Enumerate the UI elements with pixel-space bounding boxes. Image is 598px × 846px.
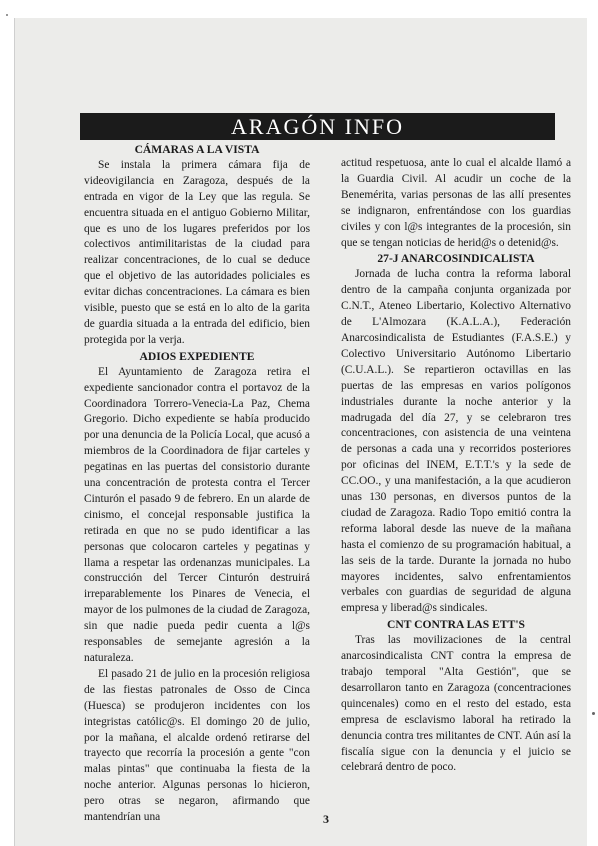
paragraph-procesion-continued: actitud respetuosa, ante lo cual el alcalde llamó a la Guardia Civil. Al acudir un coche de la Benemérita, varias personas de las allí presentes se indignaron, enfrentándose con los guardias civiles y con l@s integrantes de la procesión, sin que se tengan noticias de herid@s o detenid@s. [341, 157, 571, 249]
page-top-margin [0, 0, 598, 18]
paragraph-procesion: El pasado 21 de julio en la procesión religiosa de las fiestas patronales de Osso de Cinca (Huesca) se produjeron incidentes con los integristas católic@s. El domingo 20 de julio, por la mañana, el alcalde ordenó retirarse del trayecto que recorría la procesión a gente "con malas pintas" que continuaba la fiesta de la noche anterior. Algunas personas lo hicieron, pero otras se negaron, afirmando que mantendrían una [84, 667, 310, 824]
heading-27j: 27-J ANARCOSINDICALISTA [377, 252, 535, 266]
paragraph-camaras: Se instala la primera cámara fija de videovigilancia en Zaragoza, después de la entrada en vigor de la Ley que las regula. Se encuentra situada en el antiguo Gobierno Militar, que es uno de los lugares preferidos por los colectivos antimilitaristas de la ciudad para realizar concentraciones, de lo cual se deduce que el objetivo de las autoridades policiales es evitar dichas concentraciones. La cámara es bien visible, puesto que se está en lo alto de la garita de guardia situada a la entrada del edificio, bien protegida por la verja. [84, 158, 310, 346]
right-column [341, 156, 571, 776]
section-banner: ARAGÓN INFO [80, 113, 555, 140]
scan-speck [6, 14, 8, 16]
heading-camaras: CÁMARAS A LA VISTA [134, 143, 260, 156]
left-column [84, 142, 310, 826]
paragraph-27j: Jornada de lucha contra la reforma laboral dentro de la campaña conjunta organizada por C.N.T., Ateneo Libertario, Kolectivo Alternativo de L'Almozara (K.A.L.A.), Federación Anarcosindicalista de Estudiantes (F.A.S.E.) y Colectivo Universitario Autónomo Libertario (C.U.A.L.). Se repartieron octavillas en las puertas de las empresas en varios polígonos industriales durante la noche anterior y la madrugada del día 27, y se celebraron tres concentraciones, con asistencia de una veintena de personas a cada una y recorridos posteriores por oficinas del INEM, E.T.T.'s y la sede de CC.OO., y una manifestación, a la que acudieron unas 130 personas, en diversos puntos de la ciudad de Zaragoza. Radio Topo emitió contra la reforma laboral desde las nueve de la mañana hasta el comienzo de su programación habitual, a las seis de la tarde. Durante la jornada no hubo mayores incidentes, salvo enfrentamientos verbales con guardias de seguridad de alguna empresa y liberad@s sindicales. [341, 268, 571, 615]
page-number: 3 [323, 812, 329, 826]
paragraph-expediente: El Ayuntamiento de Zaragoza retira el expediente sancionador contra el portavoz de la Coordinadora Torrero-Venecia-La Paz, Chema Gregorio. Dicho expediente se había producido por una denuncia de la Policía Local, que acusó a miembros de la Coordinadora de fijar carteles y pegatinas en las puertas del consistorio durante una concentración de protesta contra el Tercer Cinturón el pasado 9 de febrero. En un alarde de cinismo, el concejal responsable justifica la retirada en que no se pudo identificar a las personas que colocaron carteles y pegatinas y llama a respetar las ordenanzas municipales. La construcción del Tercer Cinturón destruirá irreparablemente los Pinares de Venecia, el mayor de los pulmones de la ciudad de Zaragoza, sin que nadie pueda pedir cuenta a l@s responsables de semejante agresión a la naturaleza. [84, 365, 310, 664]
heading-cnt-ett: CNT CONTRA LAS ETT'S [387, 618, 525, 632]
paragraph-cnt-ett: Tras las movilizaciones de la central anarcosindicalista CNT contra la empresa de trabajo temporal "Alta Gestión", que se desarrollaron tanto en Zaragoza (concentraciones quincenales) como en el resto del estado, esta empresa de esclavismo laboral ha retirado la denuncia contra tres militantes de CNT. Aún así la fiscalía sigue con la denuncia y el juicio se celebrará dentro de poco. [341, 634, 571, 774]
scan-dot [592, 712, 595, 715]
heading-adios-expediente: ADIOS EXPEDIENTE [139, 349, 255, 363]
